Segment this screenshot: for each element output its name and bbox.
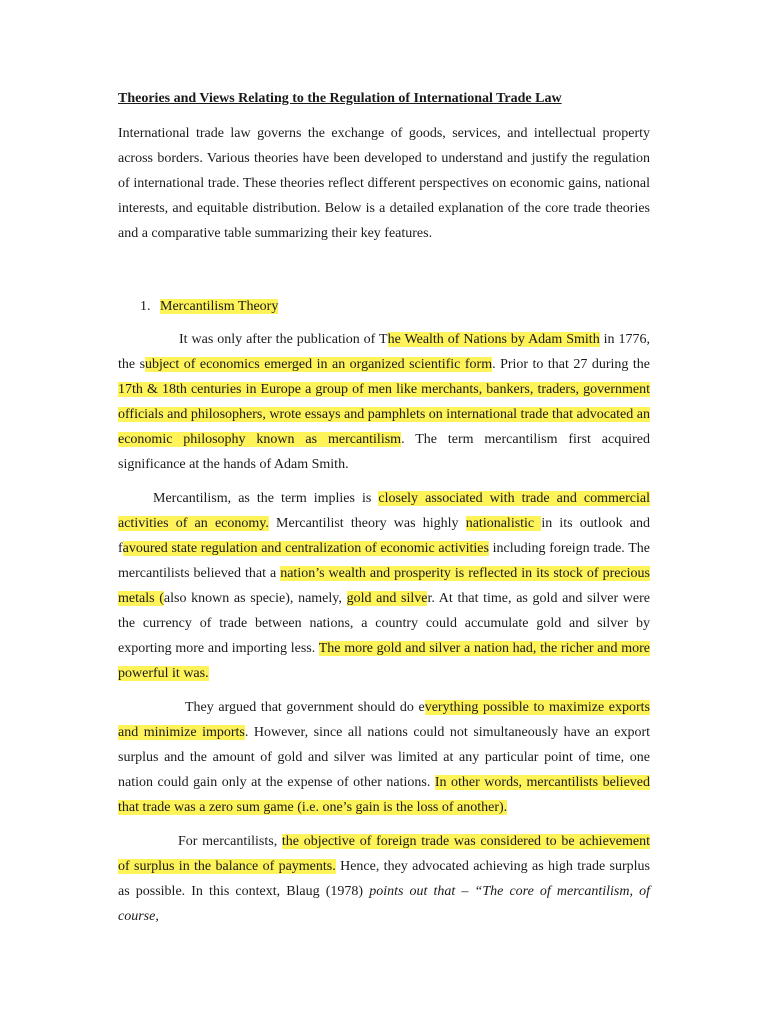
intro-paragraph: International trade law governs the exchange of goods, services, and intellectual property across borders. Various theories have been developed to understand and justify the regulation of international trade. These theories reflect different perspectives on economic gains, national interests, and equitable distribution. Below is a detailed explanation of the core trade theories and a comparative table summarizing their key features. [118,126,650,241]
text-run: . However, since all nations could not simultaneously have an export surplus and the amount of gold and silver was limited at any particular point of time, one nation could gain only at the expense of other nations. [118,725,650,790]
text-run: . The term mercantilism first acquired significance at the hands of Adam Smith. [118,432,650,472]
highlight: the objective of foreign trade was considered to be achievement of surplus in the balance of payments. [118,834,650,874]
section-number: 1. [140,299,151,314]
highlight: he Wealth of Nations by Adam Smith [387,332,600,347]
highlight: nation’s wealth and prosperity is reflected in its stock of precious metals ( [118,566,651,606]
italic-quote: points out that – “The core of mercantilism, of course, [118,884,650,924]
highlight: avoured state regulation and centralization of economic activities [122,541,489,556]
paragraph-3 [118,695,650,820]
text-run: For mercantilists, [178,834,282,849]
section-heading [140,294,650,319]
document-title: Theories and Views Relating to the Regulation of International Trade Law [118,91,562,106]
paragraph-4 [118,829,650,929]
highlight: In other words, mercantilists believed that trade was a zero sum game (i.e. one’s gain is the loss of another). [118,775,651,815]
text-run: r. At that time, as gold and silver were the currency of trade between nations, a country could accumulate gold and silver by exporting more and importing less. [118,591,650,656]
text-run: They argued that government should do e [185,700,425,715]
text-run: Mercantilist theory was highly [268,516,466,531]
highlight: closely associated with trade and commercial activities of an economy. [118,491,650,531]
highlight: ubject of economics emerged in an organized scientific form [145,357,493,372]
paragraph-2 [118,486,650,686]
text-run: in its outlook and f [118,516,650,556]
text-run: also known as specie), namely, [163,591,347,606]
text-run: Hence, they advocated achieving as high trade surplus as possible. In this context, Blaug (1978) [118,859,650,899]
section-heading-highlight: Mercantilism Theory [160,299,279,314]
highlight: The more gold and silver a nation had, the richer and more powerful it was. [118,641,650,681]
document-page [118,86,650,938]
text-run: It was only after the publication of T [179,332,388,347]
text-run: in 1776, the s [118,332,651,372]
paragraph-1 [118,327,650,477]
highlight: nationalistic [465,516,542,531]
highlight: verything possible to maximize exports and minimize imports [118,700,650,740]
text-run: . Prior to that 27 during the [492,357,650,372]
highlight: 17th & 18th centuries in Europe a group of men like merchants, bankers, traders, government officials and philosophers, wrote essays and pamphlets on international trade that advocated an economic philosophy known as mercantilism [118,382,650,447]
text-run: including foreign trade. The mercantilists believed that a [118,541,650,581]
text-run: Mercantilism, as the term implies is [153,491,379,506]
highlight: gold and silve [346,591,428,606]
